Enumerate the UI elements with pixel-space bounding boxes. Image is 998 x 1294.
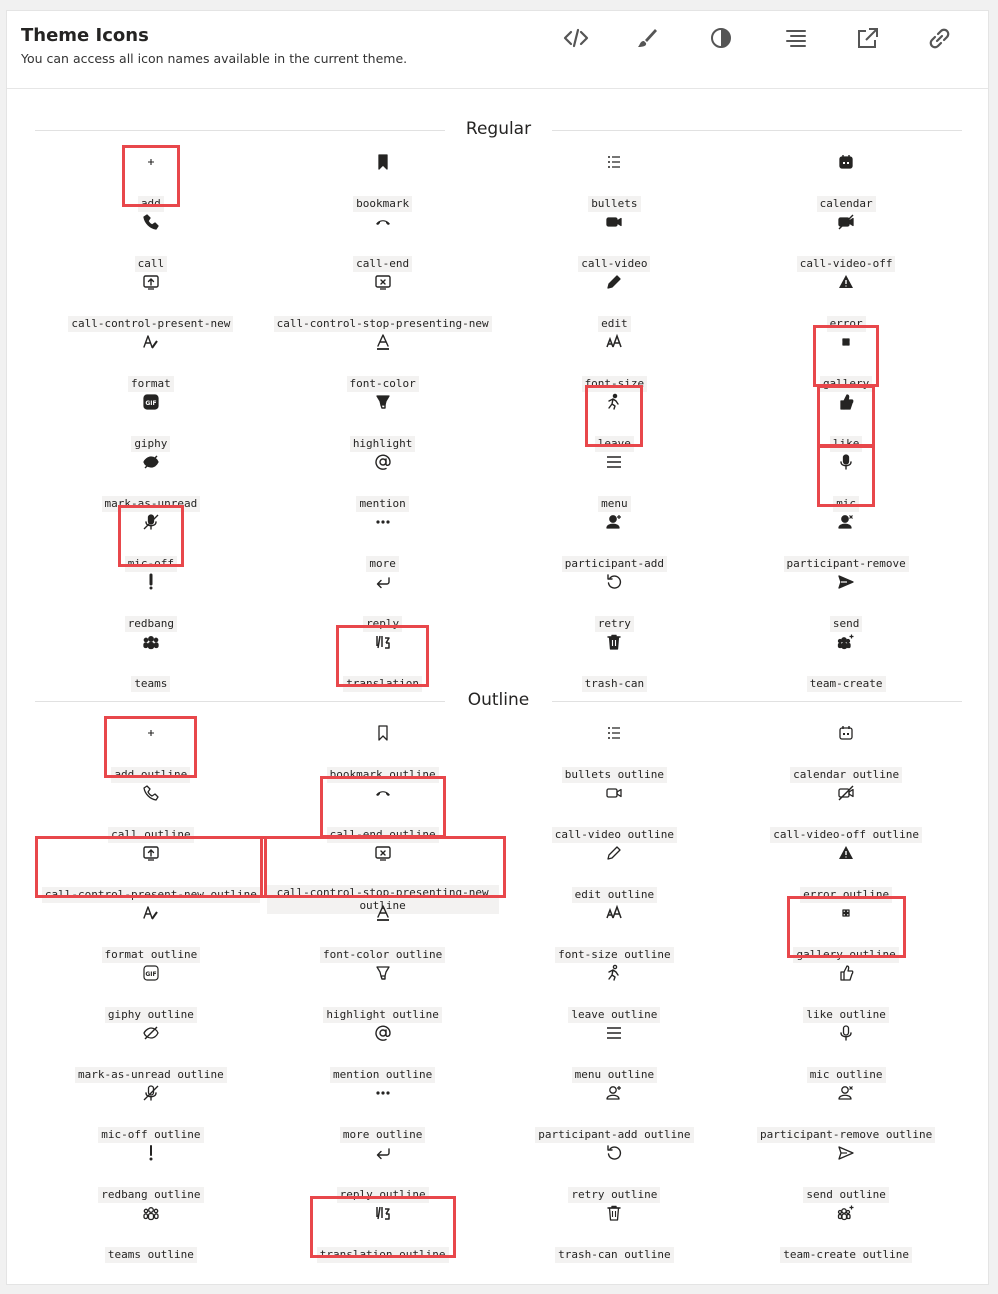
icon-name-label: more outline <box>340 1127 425 1143</box>
participant-remove-icon <box>730 1084 962 1104</box>
icon-name-label: bullets <box>588 196 640 212</box>
icon-name-label: trash-can outline <box>555 1247 674 1263</box>
send-icon <box>730 1144 962 1164</box>
mic-off-icon <box>35 1084 267 1104</box>
highlight-box <box>817 385 875 447</box>
send-icon <box>730 573 962 593</box>
theme-icons-card <box>6 10 989 1285</box>
icon-tile-format[interactable] <box>35 321 267 390</box>
icon-name-label: retry outline <box>568 1187 660 1203</box>
retry-icon <box>499 1144 731 1164</box>
icon-tile-giphy-outline[interactable] <box>35 952 267 1021</box>
icon-tile-call-outline[interactable] <box>35 772 267 841</box>
icon-tile-menu[interactable] <box>499 441 731 510</box>
icon-name-label: format <box>128 376 174 392</box>
stop-present-icon <box>267 273 499 293</box>
format-icon <box>35 333 267 353</box>
icon-tile-bookmark[interactable] <box>267 141 499 210</box>
icon-name-label: send <box>830 616 863 632</box>
calendar-icon <box>730 724 962 744</box>
icon-name-label: call-video outline <box>552 827 677 843</box>
menu-icon <box>499 453 731 473</box>
rtl-icon <box>756 27 836 49</box>
icon-name-label: trash-can <box>582 676 648 692</box>
icon-name-label: participant-remove outline <box>757 1127 935 1143</box>
icon-name-label: mic-off outline <box>98 1127 203 1143</box>
icon-name-label: call-video <box>578 256 650 272</box>
bookmark-icon <box>267 153 499 173</box>
call-video-icon <box>499 213 731 233</box>
icon-name-label: participant-add outline <box>535 1127 693 1143</box>
reply-icon <box>267 573 499 593</box>
icon-name-label: like <box>830 436 863 452</box>
icon-tile-participant-add-outline[interactable] <box>499 1072 731 1141</box>
icon-tile-retry-outline[interactable] <box>499 1132 731 1201</box>
icon-tile-calendar-outline[interactable] <box>730 712 962 781</box>
icon-name-label: highlight outline <box>323 1007 442 1023</box>
participant-remove-icon <box>730 513 962 533</box>
icon-name-label: call-end <box>353 256 412 272</box>
icon-tile-call-video-outline[interactable] <box>499 772 731 841</box>
icon-name-label: teams outline <box>105 1247 197 1263</box>
page-title: Theme Icons <box>21 25 149 46</box>
icon-tile-highlight[interactable] <box>267 381 499 450</box>
call-icon <box>35 784 267 804</box>
icon-name-label: add outline <box>111 767 190 783</box>
icon-tile-teams-outline[interactable] <box>35 1192 267 1261</box>
icon-name-label: menu <box>598 496 631 512</box>
giphy-icon <box>35 393 267 413</box>
icon-name-label: font-color outline <box>320 947 445 963</box>
outline-icons-grid <box>35 712 962 1261</box>
icon-tile-send[interactable] <box>730 561 962 630</box>
highlight-box <box>813 325 879 387</box>
icon-tile-bookmark-outline[interactable] <box>267 712 499 781</box>
bullets-icon <box>499 153 731 173</box>
highlight-icon <box>267 964 499 984</box>
icon-tile-mention[interactable] <box>267 441 499 510</box>
icon-name-label: font-size outline <box>555 947 674 963</box>
brush-icon <box>608 27 688 49</box>
icon-name-label: team-create <box>807 676 886 692</box>
mention-icon <box>267 1024 499 1044</box>
icon-tile-team-create-outline[interactable] <box>730 1192 962 1261</box>
icon-tile-error-outline[interactable] <box>730 832 962 901</box>
icon-name-label: gallery outline <box>793 947 898 963</box>
icon-name-label: redbang <box>125 616 177 632</box>
toolbar-theme-it-button[interactable] <box>608 21 688 83</box>
icon-name-label: call-control-stop-presenting-new <box>274 316 492 332</box>
menu-icon <box>499 1024 731 1044</box>
icon-name-label: font-color <box>347 376 419 392</box>
icon-name-label: mention outline <box>330 1067 435 1083</box>
like-icon <box>730 964 962 984</box>
highlight-box <box>320 776 446 838</box>
icon-name-label: error outline <box>800 887 892 903</box>
icon-name-label: translation <box>343 676 422 692</box>
svg-text:GIF: GIF <box>145 971 157 978</box>
icon-name-label: call-video-off outline <box>770 827 922 843</box>
icon-tile-call-video[interactable] <box>499 201 731 270</box>
icon-tile-reply[interactable] <box>267 561 499 630</box>
toolbar-popout-button[interactable] <box>828 21 908 83</box>
call-icon <box>35 213 267 233</box>
highlight-box <box>336 625 429 687</box>
icon-name-label: mark-as-unread <box>102 496 201 512</box>
icon-tile-participant-remove[interactable] <box>730 501 962 570</box>
icon-tile-more-outline[interactable] <box>267 1072 499 1141</box>
icon-tile-menu-outline[interactable] <box>499 1012 731 1081</box>
icon-name-label: add <box>138 196 164 212</box>
link-icon <box>899 27 979 49</box>
bookmark-icon <box>267 724 499 744</box>
highlight-box <box>118 505 184 567</box>
icon-name-label: mic <box>833 496 859 512</box>
icon-name-label: giphy outline <box>105 1007 197 1023</box>
icon-name-label: call-video-off <box>797 256 896 272</box>
retry-icon <box>499 573 731 593</box>
icon-name-label: font-size <box>582 376 648 392</box>
section-outline-header <box>35 690 962 714</box>
icon-tile-participant-remove-outline[interactable] <box>730 1072 962 1141</box>
icon-tile-font-color-outline[interactable] <box>267 892 499 961</box>
font-color-icon <box>267 333 499 353</box>
icon-name-label: mention <box>356 496 408 512</box>
icon-name-label: call-end outline <box>327 827 439 843</box>
svg-text:GIF: GIF <box>145 400 157 407</box>
icon-tile-font-size[interactable] <box>499 321 731 390</box>
icon-tile-like-outline[interactable] <box>730 952 962 1021</box>
header <box>7 11 988 89</box>
mark-as-unread-icon <box>35 453 267 473</box>
icon-name-label: call-control-present-new <box>68 316 233 332</box>
icon-tile-more[interactable] <box>267 501 499 570</box>
icon-tile-retry[interactable] <box>499 561 731 630</box>
trash-can-icon <box>499 633 731 653</box>
page-subtitle: You can access all icon names available in the current theme. <box>21 51 408 66</box>
highlight-box <box>260 836 506 898</box>
mic-icon <box>730 1024 962 1044</box>
icon-name-label: call <box>135 256 168 272</box>
icon-name-label: mark-as-unread outline <box>75 1067 227 1083</box>
font-size-icon <box>499 904 731 924</box>
icon-name-label: more <box>366 556 399 572</box>
team-create-icon <box>730 633 962 653</box>
icon-tile-call[interactable] <box>35 201 267 270</box>
toolbar-permalink-button[interactable] <box>899 21 979 83</box>
icon-name-label: participant-remove <box>784 556 909 572</box>
toolbar-try-it-button[interactable] <box>536 21 616 83</box>
teams-icon <box>35 633 267 653</box>
icon-tile-font-color[interactable] <box>267 321 499 390</box>
mark-as-unread-icon <box>35 1024 267 1044</box>
call-video-off-icon <box>730 213 962 233</box>
toolbar <box>556 21 976 83</box>
highlight-box <box>817 445 875 507</box>
icon-tile-call-end[interactable] <box>267 201 499 270</box>
call-video-icon <box>499 784 731 804</box>
icon-name-label: format outline <box>102 947 201 963</box>
icon-name-label: edit outline <box>572 887 657 903</box>
toolbar-transparent-button[interactable] <box>681 21 761 83</box>
highlight-box <box>104 716 197 778</box>
icon-tile-highlight-outline[interactable] <box>267 952 499 1021</box>
redbang-icon <box>35 1144 267 1164</box>
redbang-icon <box>35 573 267 593</box>
icon-tile-format-outline[interactable] <box>35 892 267 961</box>
more-icon <box>267 513 499 533</box>
icon-name-label: redbang outline <box>98 1187 203 1203</box>
icon-name-label: like outline <box>803 1007 888 1023</box>
section-regular-title: Regular <box>448 119 549 139</box>
icon-tile-bullets-outline[interactable] <box>499 712 731 781</box>
leave-icon <box>499 964 731 984</box>
icon-tile-call-video-off[interactable] <box>730 201 962 270</box>
call-video-off-icon <box>730 784 962 804</box>
team-create-icon <box>730 1204 962 1224</box>
teams-icon <box>35 1204 267 1224</box>
icon-name-label: menu outline <box>572 1067 657 1083</box>
icon-name-label: teams <box>131 676 170 692</box>
icon-name-label: calendar <box>817 196 876 212</box>
font-color-icon <box>267 904 499 924</box>
highlight-box <box>585 385 643 447</box>
participant-add-icon <box>499 513 731 533</box>
icon-name-label: send outline <box>803 1187 888 1203</box>
icon-tile-font-size-outline[interactable] <box>499 892 731 961</box>
edit-icon <box>499 273 731 293</box>
highlight-box <box>35 836 267 898</box>
more-icon <box>267 1084 499 1104</box>
icon-name-label: retry <box>595 616 634 632</box>
icon-name-label: reply <box>363 616 402 632</box>
bullets-icon <box>499 724 731 744</box>
mention-icon <box>267 453 499 473</box>
calendar-icon <box>730 153 962 173</box>
highlight-box <box>787 896 906 958</box>
icon-tile-call-video-off-outline[interactable] <box>730 772 962 841</box>
icon-name-label: highlight <box>350 436 416 452</box>
font-size-icon <box>499 333 731 353</box>
icon-tile-send-outline[interactable] <box>730 1132 962 1201</box>
icon-name-label: gallery <box>820 376 872 392</box>
icon-name-label: bookmark <box>353 196 412 212</box>
icon-tile-mark-as-unread[interactable] <box>35 441 267 510</box>
icon-tile-mic-outline[interactable] <box>730 1012 962 1081</box>
icon-tile-call-control-present-new[interactable] <box>35 261 267 330</box>
code-icon <box>536 27 616 49</box>
section-outline-title: Outline <box>450 690 548 710</box>
present-icon <box>35 273 267 293</box>
icon-name-label: calendar outline <box>790 767 902 783</box>
icon-tile-mention-outline[interactable] <box>267 1012 499 1081</box>
highlight-icon <box>267 393 499 413</box>
icon-tile-edit-outline[interactable] <box>499 832 731 901</box>
icon-name-label: giphy <box>131 436 170 452</box>
icon-name-label: mic-off <box>125 556 177 572</box>
trash-can-icon <box>499 1204 731 1224</box>
icon-tile-trash-can[interactable] <box>499 621 731 690</box>
regular-icons-grid <box>35 141 962 690</box>
icon-tile-redbang[interactable] <box>35 561 267 630</box>
icon-tile-call-control-stop-presenting-new[interactable] <box>267 261 499 330</box>
icon-tile-leave-outline[interactable] <box>499 952 731 1021</box>
icon-name-label: call outline <box>108 827 193 843</box>
icon-name-label: bookmark outline <box>327 767 439 783</box>
section-regular-header <box>35 119 962 143</box>
icon-tile-teams[interactable] <box>35 621 267 690</box>
icon-name-label: bullets outline <box>562 767 667 783</box>
icon-name-label: error <box>827 316 866 332</box>
icon-tile-redbang-outline[interactable] <box>35 1132 267 1201</box>
icon-name-label: edit <box>598 316 631 332</box>
icon-tile-reply-outline[interactable] <box>267 1132 499 1201</box>
icon-name-label: translation outline <box>317 1247 449 1263</box>
icon-name-label: leave <box>595 436 634 452</box>
icon-tile-giphy[interactable] <box>35 381 267 450</box>
popout-icon <box>828 27 908 49</box>
reply-icon <box>267 1144 499 1164</box>
error-icon <box>730 273 962 293</box>
icon-tile-edit[interactable] <box>499 261 731 330</box>
edit-icon <box>499 844 731 864</box>
error-icon <box>730 844 962 864</box>
icon-name-label: call-control-present-new outline <box>42 887 260 903</box>
participant-add-icon <box>499 1084 731 1104</box>
icon-name-label: leave outline <box>568 1007 660 1023</box>
icon-tile-trash-can-outline[interactable] <box>499 1192 731 1261</box>
icon-name-label: participant-add <box>562 556 667 572</box>
icon-name-label: reply outline <box>337 1187 429 1203</box>
toolbar-rtl-button[interactable] <box>756 21 836 83</box>
icon-tile-error[interactable] <box>730 261 962 330</box>
icon-tile-mark-as-unread-outline[interactable] <box>35 1012 267 1081</box>
icon-tile-mic-off-outline[interactable] <box>35 1072 267 1141</box>
icon-name-label: call-control-stop-presenting-new outline <box>267 885 499 914</box>
icon-tile-bullets[interactable] <box>499 141 731 210</box>
giphy-icon <box>35 964 267 984</box>
contrast-icon <box>681 27 761 49</box>
call-end-icon <box>267 213 499 233</box>
icon-tile-calendar[interactable] <box>730 141 962 210</box>
highlight-box <box>310 1196 456 1258</box>
icon-tile-participant-add[interactable] <box>499 501 731 570</box>
highlight-box <box>122 145 180 207</box>
icon-name-label: team-create outline <box>780 1247 912 1263</box>
format-icon <box>35 904 267 924</box>
icon-tile-team-create[interactable] <box>730 621 962 690</box>
icon-name-label: mic outline <box>807 1067 886 1083</box>
